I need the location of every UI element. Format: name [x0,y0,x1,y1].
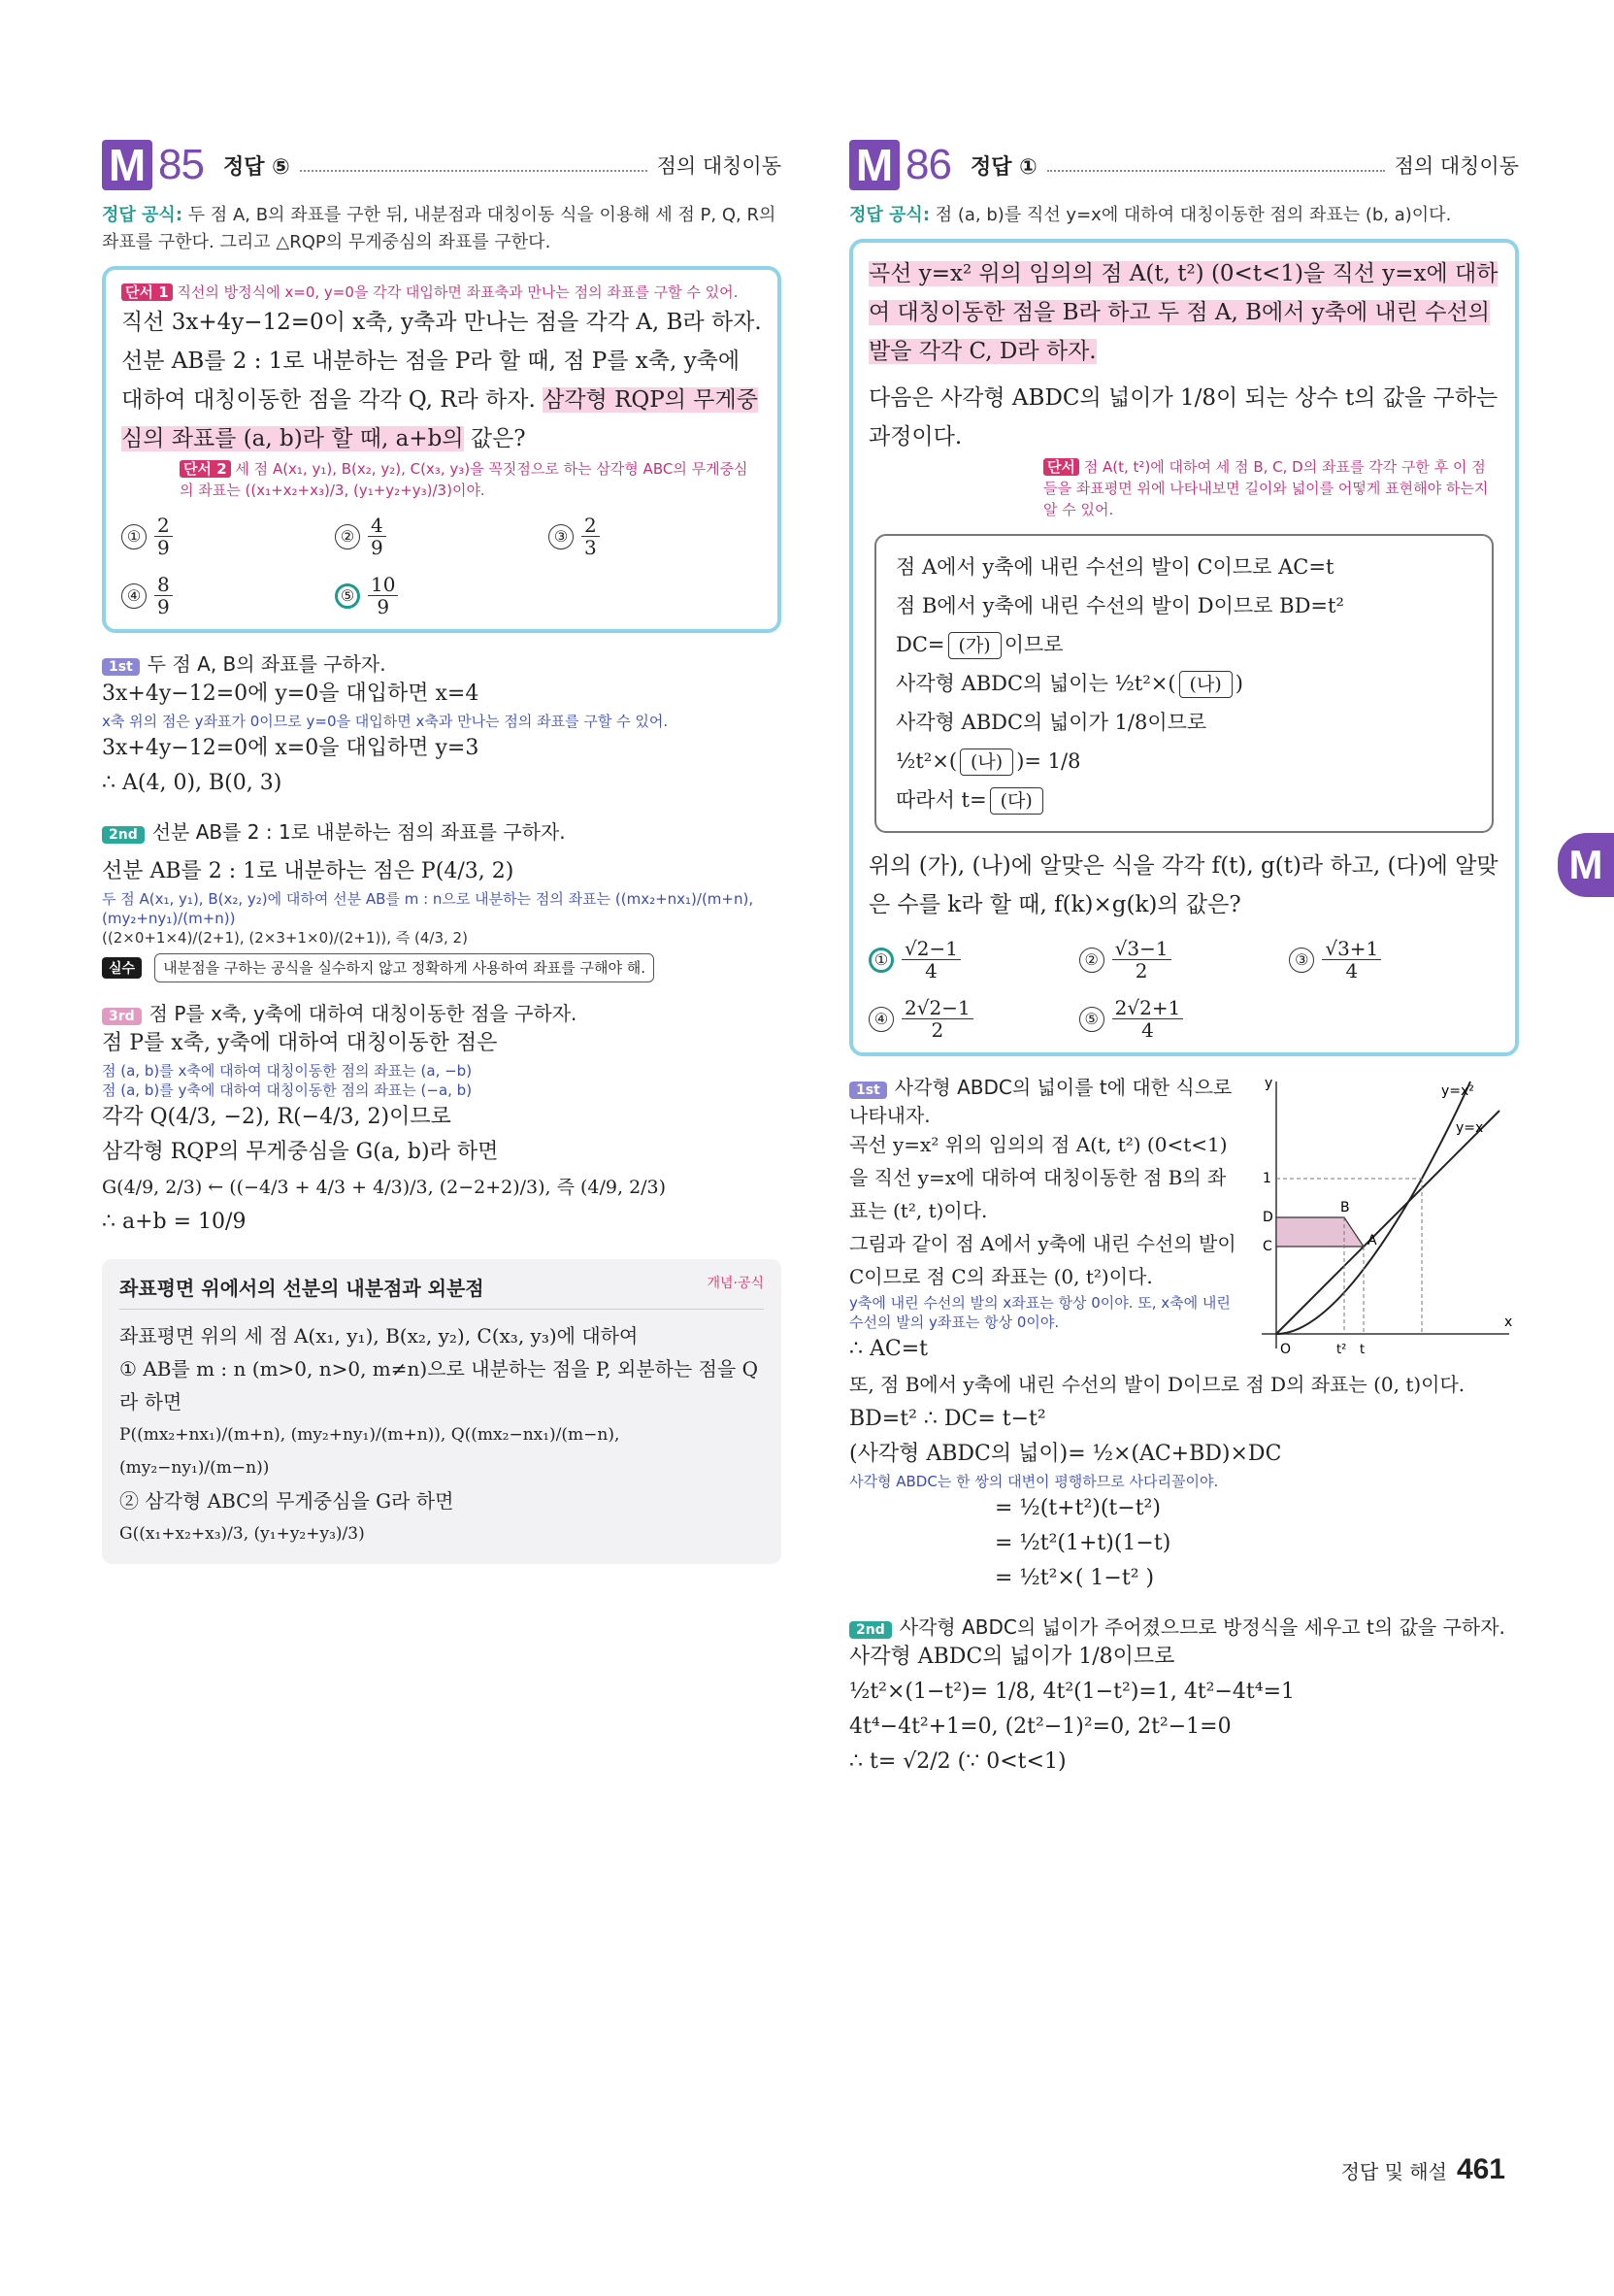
solution-line: 각각 Q(4/3, −2), R(−4/3, 2)이므로 [102,1105,451,1129]
problem-highlight: 곡선 y=x² 위의 임의의 점 A(t, t²) (0<t<1)을 직선 y=x에 대하여 대칭이동한 점을 B라 하고 두 점 A, B에서 y축에 내린 수선의 발을 각각 C, D라 하자. [869,261,1499,364]
hint-tag: 단서 1 [121,283,173,301]
step-2-heading [849,1612,1519,1640]
label-t2: t² [1336,1343,1347,1357]
problem-box [102,266,781,633]
solution-line: ½t²×(1−t²)= 1/8, 4t²(1−t²)=1, 4t²−4t⁴=1 [849,1680,1296,1704]
choice-fraction [902,938,961,982]
solution-line: 곡선 y=x² 위의 임의의 점 A(t, t²) (0<t<1)을 직선 y=x에 대하여 대칭이동한 점 B의 좌표는 (t², t)이다. [849,1133,1228,1222]
hint [1043,456,1499,520]
choice-2[interactable] [1079,938,1290,982]
choice-4[interactable] [869,997,1079,1041]
label-origin: O [1280,1342,1292,1357]
proof-line: 사각형 ABDC의 넓이가 1/8이므로 [896,711,1207,734]
hint-2 [180,458,762,501]
solution-line: 점 P를 x축, y축에 대하여 대칭이동한 점은 [102,1031,498,1055]
numerator: √3−1 [1112,938,1171,960]
concept-line: P((mx₂+nx₁)/(m+n), (my₂+ny₁)/(m+n)), Q((mx₂−nx₁)/(m−n), (my₂−ny₁)/(m−n)) [119,1425,620,1478]
choice-2[interactable] [335,515,548,558]
numerator: √2−1 [902,938,961,960]
label-t: t [1360,1343,1366,1357]
solution-note: 두 점 A(x₁, y₁), B(x₂, y₂)에 대하여 선분 AB를 m : n으로 내분하는 점의 좌표는 ((mx₂+nx₁)/(m+n), (my₂+ny₁)/(m+n)) [102,890,754,927]
answer-formula [102,202,781,256]
step-tag: 1st [849,1081,887,1099]
solution-line: 선분 AB를 2 : 1로 내분하는 점은 P(4/3, 2) [102,859,514,883]
footer-label: 정답 및 해설 [1340,2160,1447,2183]
step-title: 두 점 A, B의 좌표를 구하자. [147,652,386,676]
concept-tag: 개념·공식 [707,1276,764,1291]
numerator: 4 [368,515,386,537]
choice-fraction [581,515,600,558]
tip-tag: 실수 [102,957,142,979]
leader-dots [1047,170,1385,172]
topic-label: 점의 대칭이동 [1394,154,1519,178]
step-title: 점 P를 x축, y축에 대하여 대칭이동한 점을 구하자. [148,1002,577,1025]
problem-header [849,136,1519,194]
solution-line: ∴ a+b = 10/9 [102,1210,247,1234]
choice-mark: ② [335,524,360,549]
concept-line: ② 삼각형 ABC의 무게중심을 G라 하면 [119,1489,454,1513]
hint-text: 직선의 방정식에 x=0, y=0을 각각 대입하면 좌표축과 만나는 점의 좌표를 구할 수 있어. [177,283,739,301]
denominator: 9 [377,595,390,618]
choice-5-correct[interactable] [335,574,548,617]
proof-line: 사각형 ABDC의 넓이는 ½t²×( (나) ) [896,664,1472,703]
step-tag: 1st [102,658,140,676]
denominator: 9 [157,536,170,559]
denominator: 9 [157,595,170,618]
proof-text: DC= [896,633,945,656]
problem-highlight: 삼각형 RQP의 무게중심의 좌표를 (a, b)라 할 때, a+b의 [121,387,758,451]
label-y: y [1265,1076,1273,1091]
problem-number: 86 [906,141,951,188]
formula-text: 두 점 A, B의 좌표를 구한 뒤, 내분점과 대칭이동 식을 이용해 세 점 P, Q, R의 좌표를 구한다. 그리고 △RQP의 무게중심의 좌표를 구한다. [102,205,776,252]
proof-text: 사각형 ABDC의 넓이는 ½t²× [896,672,1169,695]
choice-1-correct[interactable] [869,938,1079,982]
denominator: 2 [931,1018,944,1042]
choice-fraction [1112,997,1184,1041]
step-title: 사각형 ABDC의 넓이를 t에 대한 식으로 나타내자. [849,1076,1233,1127]
m-badge: M [102,140,152,190]
choice-fraction [154,574,173,617]
proof-text: = 1/8 [1024,749,1081,773]
denominator: 4 [1345,959,1359,982]
numerator: 2 [581,515,600,537]
problem-body: 직선 3x+4y−12=0이 x축, y축과 만나는 점을 각각 A, B라 하자. 선분 AB를 2 : 1로 내분하는 점을 P라 할 때, 점 P를 x축, y축에 대하여 대칭이동한 점을 각각 Q, R라 하자. [121,310,762,413]
choice-fraction [1322,938,1381,982]
label-curve: y=x² [1441,1083,1474,1099]
step-2-heading [102,816,781,845]
solution-line: = ½t²×( 1−t² ) [995,1566,1155,1590]
solution-line: G(4/9, 2/3) ← ((−4/3 + 4/3 + 4/3)/3, (2−2+2)/3), 즉 (4/9, 2/3) [102,1177,667,1198]
choice-mark: ④ [121,583,147,609]
choice-fraction [368,574,398,617]
problem-text [869,254,1499,371]
choice-mark: ② [1079,948,1104,973]
choice-fraction [1112,938,1171,982]
concept-line: ① AB를 m : n (m>0, n>0, m≠n)으로 내분하는 점을 P, 외분하는 점을 Q라 하면 [119,1357,758,1414]
concept-title: 좌표평면 위에서의 선분의 내분점과 외분점 [119,1277,484,1300]
proof-line: 점 A에서 y축에 내린 수선의 발이 C이므로 AC=t [896,555,1334,579]
denominator: 2 [1135,959,1148,982]
choice-mark: ③ [548,524,574,549]
solution-line: 4t⁴−4t²+1=0, (2t²−1)²=0, 2t²−1=0 [849,1714,1232,1739]
question-text: 위의 (가), (나)에 알맞은 식을 각각 f(t), g(t)라 하고, (다)에 알맞은 수를 k라 할 때, f(k)×g(k)의 값은? [869,853,1499,917]
step-3-heading [102,998,781,1026]
solution-line: 삼각형 RQP의 무게중심을 G(a, b)라 하면 [102,1140,499,1164]
choice-mark: ③ [1289,948,1314,973]
solution-note: y축에 내린 수선의 발의 x좌표는 항상 0이야. 또, x축에 내린 수선의 발의 y좌표는 항상 0이야. [849,1294,1231,1331]
concept-line: G((x₁+x₂+x₃)/3, (y₁+y₂+y₃)/3) [119,1524,365,1544]
leader-dots [300,170,647,172]
solution-line: = ½(t+t²)(t−t²) [995,1496,1161,1520]
label-line: y=x [1456,1120,1484,1136]
denominator: 3 [584,536,597,559]
page-number: 461 [1456,2153,1505,2185]
concept-body [119,1319,764,1550]
choice-mark: ① [121,524,147,549]
problem-box [849,239,1519,1056]
label-B: B [1340,1200,1350,1215]
problem-text-2: 다음은 사각형 ABDC의 넓이가 1/8이 되는 상수 t의 값을 구하는 과정이다. [869,385,1499,449]
solution-line: 3x+4y−12=0에 y=0을 대입하면 x=4 [102,682,479,706]
solution-line: BD=t² ∴ DC= t−t² [849,1407,1046,1431]
solution-note: x축 위의 점은 y좌표가 0이므로 y=0을 대입하면 x축과 만나는 점의 좌표를 구할 수 있어. [102,713,669,730]
problem-86 [849,136,1519,1780]
label-A: A [1367,1233,1377,1248]
hint-text: 점 A(t, t²)에 대하여 세 점 B, C, D의 좌표를 각각 구한 후 이 점들을 좌표평면 위에 나타내보면 길이와 넓이를 어떻게 표현해야 하는지 알 수 있어. [1043,458,1489,518]
numerator: 8 [154,574,173,596]
mistake-tip [102,953,781,982]
solution-line: ∴ A(4, 0), B(0, 3) [102,771,282,795]
blank-ga: (가) [948,632,1002,659]
quad-ABDC [1276,1217,1364,1247]
m-badge: M [849,140,900,190]
numerator: 2 [154,515,173,537]
proof-text: 따라서 t= [896,788,987,812]
solution-line: ∴ t= √2/2 (∵ 0<t<1) [849,1749,1067,1774]
label-C: C [1263,1239,1272,1254]
denominator: 9 [371,536,383,559]
problem-header [102,136,781,194]
step-title: 선분 AB를 2 : 1로 내분하는 점의 좌표를 구하자. [151,820,566,844]
proof-line: ½t²×( (나) )= 1/8 [896,742,1472,781]
solution-line: 그림과 같이 점 A에서 y축에 내린 수선의 발이 C이므로 점 C의 좌표는 (0, t²)이다. [849,1232,1236,1288]
answer-label: 정답 ⑤ [222,154,290,180]
curve-y-x2 [1276,1081,1470,1334]
problem-end: 값은? [470,426,526,451]
solution-note: 사각형 ABDC는 한 쌍의 대변이 평행하므로 사다리꼴이야. [849,1473,1219,1490]
concept-box [102,1259,781,1564]
choice-mark: ⑤ [335,583,360,609]
answer-choices [121,515,762,617]
choice-fraction [154,515,173,558]
numerator: √3+1 [1322,938,1381,960]
solution-line: ∴ AC=t [849,1337,928,1361]
step-tag: 2nd [102,826,145,844]
choice-fraction [902,997,973,1041]
solution-note: 점 (a, b)를 y축에 대하여 대칭이동한 점의 좌표는 (−a, b) [102,1081,473,1099]
graph [1257,1072,1519,1363]
answer-label: 정답 ① [970,154,1038,180]
label-one: 1 [1263,1171,1271,1186]
step-tag: 3rd [102,1008,142,1025]
problem-85 [102,136,781,1564]
blank-na: (나) [1179,671,1233,698]
answer-choices [869,938,1499,1041]
label-x: x [1504,1314,1513,1330]
solution-text-block [849,1072,1237,1367]
choice-3[interactable] [548,515,762,558]
proof-text: ½t²× [896,749,949,773]
choice-mark: ④ [869,1007,894,1032]
proof-box [874,534,1494,833]
solution-line: (사각형 ABDC의 넓이)= ½×(AC+BD)×DC [849,1442,1282,1466]
proof-text: 이므로 [1004,633,1064,656]
denominator: 4 [1141,1018,1154,1042]
solution-line: 사각형 ABDC의 넓이가 1/8이므로 [849,1645,1175,1669]
numerator: 10 [368,574,398,596]
numerator: 2√2−1 [902,997,973,1019]
choice-4[interactable] [121,574,335,617]
step-title: 사각형 ABDC의 넓이가 주어졌으므로 방정식을 세우고 t의 값을 구하자. [899,1615,1505,1639]
blank-na: (나) [960,749,1013,776]
choice-mark: ① [869,948,894,973]
solution-line: 또, 점 B에서 y축에 내린 수선의 발이 D이므로 점 D의 좌표는 (0, t)이다. [849,1373,1466,1396]
solution-line: 3x+4y−12=0에 x=0을 대입하면 y=3 [102,736,479,760]
solution-note: 점 (a, b)를 x축에 대하여 대칭이동한 점의 좌표는 (a, −b) [102,1062,473,1080]
solution-line: = ½t²(1+t)(1−t) [995,1531,1171,1555]
solution-calc: ((2×0+1×4)/(2+1), (2×3+1×0)/(2+1)), 즉 (4/3, 2) [102,929,468,947]
hint-tag: 단서 2 [180,460,231,478]
topic-label: 점의 대칭이동 [656,154,781,178]
choice-3[interactable] [1289,938,1499,982]
tip-text: 내분점을 구하는 공식을 실수하지 않고 정확하게 사용하여 좌표를 구해야 해. [154,953,654,982]
proof-line [896,625,1472,664]
concept-line: 좌표평면 위의 세 점 A(x₁, y₁), B(x₂, y₂), C(x₃, y₃)에 대하여 [119,1324,639,1348]
denominator: 4 [925,959,938,982]
step-1-heading [849,1072,1237,1128]
hint-text: 세 점 A(x₁, y₁), B(x₂, y₂), C(x₃, y₃)을 꼭짓점으로 하는 삼각형 ABC의 무게중심의 좌표는 ((x₁+x₂+x₃)/3, (y₁+y₂+y₃)/3)이야. [180,460,748,499]
step-tag: 2nd [849,1621,892,1639]
chapter-tab: M [1558,833,1614,897]
hint-1 [121,282,762,303]
choice-5[interactable] [1079,997,1290,1041]
formula-text: 점 (a, b)를 직선 y=x에 대하여 대칭이동한 점의 좌표는 (b, a)이다. [935,205,1452,225]
proof-line [896,781,1472,819]
formula-label: 정답 공식: [102,205,183,225]
label-D: D [1263,1210,1273,1225]
choice-fraction [368,515,386,558]
solution-86 [849,1072,1519,1780]
choice-mark: ⑤ [1079,1007,1104,1032]
formula-label: 정답 공식: [849,205,931,225]
numerator: 2√2+1 [1112,997,1184,1019]
answer-formula [849,202,1519,229]
page-footer [1341,2153,1505,2186]
problem-number: 85 [158,141,204,188]
choice-1[interactable] [121,515,335,558]
problem-text [121,303,762,458]
proof-line: 점 B에서 y축에 내린 수선의 발이 D이므로 BD=t² [896,594,1344,617]
concept-header [119,1273,764,1310]
blank-da: (다) [990,787,1043,815]
hint-tag: 단서 [1043,458,1079,476]
step-1-heading [102,649,781,677]
